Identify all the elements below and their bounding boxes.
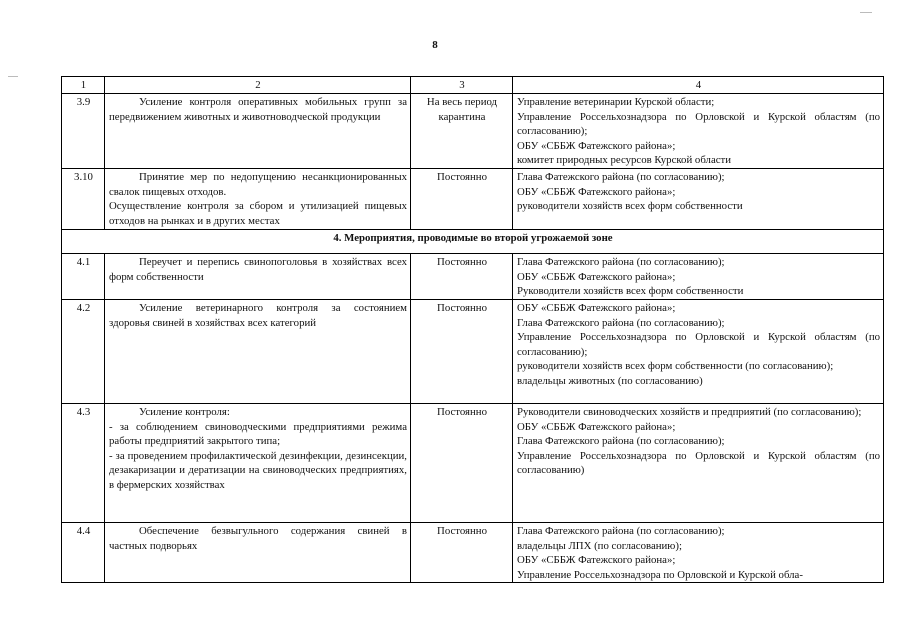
row-number: 4.4 (62, 523, 105, 583)
row-number: 3.10 (62, 169, 105, 230)
measure-text: Обеспечение безвыгульного содержания свиней в частных подворьях (109, 525, 407, 552)
measure-text: - за проведением профилактической дезинфекции, дезинсекции, дезакаризации и дератизации на свиноводческих предприятиях, в фермерских хозяйствах (109, 449, 407, 491)
page-number: 8 (432, 39, 438, 51)
column-number: 4 (513, 77, 884, 94)
executor-line: комитет природных ресурсов Курской области (517, 154, 732, 167)
measure-cell (105, 169, 411, 230)
period-cell: Постоянно (411, 523, 513, 583)
measure-text: - за соблюдением свиноводческими предприятиями режима работы предприятий закрытого типа; (109, 420, 407, 448)
table-row (62, 169, 884, 230)
executor-line: ОБУ «СББЖ Фатежского района»; (517, 185, 676, 198)
executors-cell (513, 523, 884, 583)
section-header-row (62, 230, 884, 254)
executor-line: Управление Россельхознадзора по Орловской и Курской областям (по согласованию); (517, 331, 880, 358)
period-cell: Постоянно (411, 254, 513, 300)
measure-text: Принятие мер по недопущению несанкционированных свалок пищевых отходов. (109, 171, 407, 198)
executor-line: владельцы животных (по согласованию) (517, 374, 703, 387)
column-numbers-row (62, 77, 884, 94)
row-number: 4.2 (62, 300, 105, 404)
executor-line: руководители хозяйств всех форм собственности (517, 200, 743, 213)
executor-line: Глава Фатежского района (по согласованию); (517, 256, 725, 268)
measure-text: Усиление контроля: (139, 406, 230, 418)
row-number: 4.1 (62, 254, 105, 300)
table-row (62, 94, 884, 169)
scan-mark-left (8, 76, 18, 77)
row-number: 4.3 (62, 404, 105, 523)
executors-cell (513, 300, 884, 404)
executor-line: Управление Россельхознадзора по Орловской и Курской обла- (517, 568, 803, 581)
executor-line: ОБУ «СББЖ Фатежского района»; (517, 420, 676, 433)
executor-line: Руководители свиноводческих хозяйств и предприятий (по согласованию); (517, 406, 862, 418)
table-row (62, 404, 884, 523)
scan-mark-right (860, 12, 872, 13)
executor-line: Глава Фатежского района (по согласованию); (517, 171, 725, 183)
executors-cell (513, 254, 884, 300)
measure-text: Усиление ветеринарного контроля за состоянием здоровья свиней в хозяйствах всех категорий (109, 302, 407, 329)
measure-cell (105, 94, 411, 169)
executor-line: руководители хозяйств всех форм собственности (по согласованию); (517, 360, 834, 373)
table-row (62, 254, 884, 300)
measure-cell (105, 404, 411, 523)
executor-line: владельцы ЛПХ (по согласованию); (517, 539, 682, 552)
executor-line: Управление ветеринарии Курской области; (517, 96, 715, 108)
period-cell: Постоянно (411, 169, 513, 230)
measure-cell (105, 523, 411, 583)
section-title: 4. Мероприятия, проводимые во второй угрожаемой зоне (62, 230, 884, 254)
table-row (62, 300, 884, 404)
executor-line: ОБУ «СББЖ Фатежского района»; (517, 554, 676, 567)
measure-cell (105, 254, 411, 300)
executor-line: Глава Фатежского района (по согласованию); (517, 525, 725, 537)
column-number: 1 (62, 77, 105, 94)
column-number: 2 (105, 77, 411, 94)
executor-line: Управление Россельхознадзора по Орловской и Курской областям (по согласованию) (517, 449, 880, 477)
executor-line: Руководители хозяйств всех форм собственности (517, 285, 744, 298)
period-cell: Постоянно (411, 404, 513, 523)
executor-line: ОБУ «СББЖ Фатежского района»; (517, 139, 676, 152)
executor-line: ОБУ «СББЖ Фатежского района»; (517, 302, 676, 314)
row-number: 3.9 (62, 94, 105, 169)
table-row (62, 523, 884, 583)
measure-text: Переучет и перепись свинопоголовья в хозяйствах всех форм собственности (109, 256, 407, 283)
measures-table (61, 76, 884, 583)
executors-cell (513, 94, 884, 169)
period-cell: Постоянно (411, 300, 513, 404)
executor-line: Глава Фатежского района (по согласованию); (517, 435, 725, 448)
executor-line: Управление Россельхознадзора по Орловской и Курской областям (по согласованию); (517, 110, 880, 138)
measure-text: Осуществление контроля за сбором и утилизацией пищевых отходов на рынках и в других местах (109, 200, 407, 227)
column-number: 3 (411, 77, 513, 94)
measure-cell (105, 300, 411, 404)
executors-cell (513, 169, 884, 230)
executors-cell (513, 404, 884, 523)
executor-line: ОБУ «СББЖ Фатежского района»; (517, 270, 676, 283)
period-cell: На весь период карантина (411, 94, 513, 169)
measure-text: Усиление контроля оперативных мобильных групп за передвижением животных и животноводческой продукции (109, 96, 407, 123)
executor-line: Глава Фатежского района (по согласованию); (517, 316, 725, 329)
